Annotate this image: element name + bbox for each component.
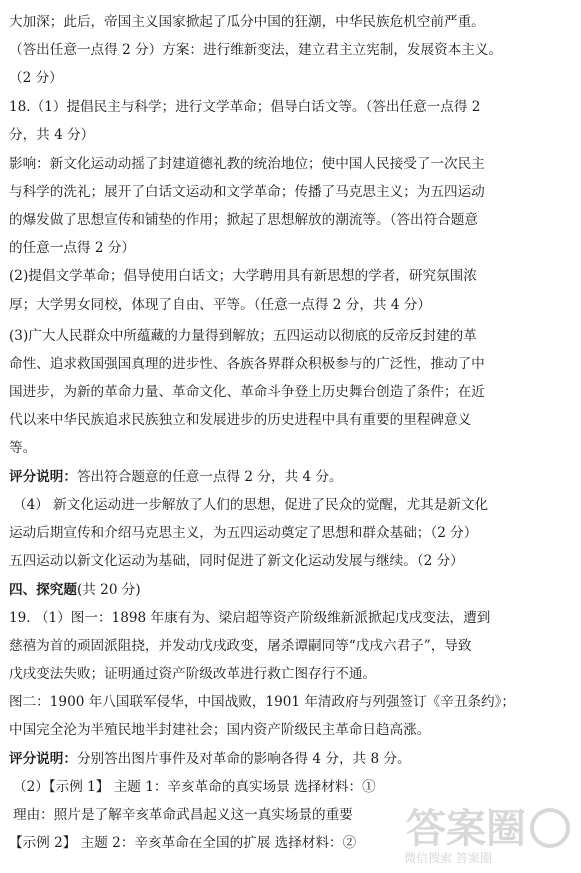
text-line: 五四运动以新文化运动为基础，同时促进了新文化运动发展与继续。（2 分） bbox=[9, 553, 464, 569]
text-line: 等。 bbox=[9, 440, 37, 456]
text-line: 命性、追求救国强国真理的进步性、各族各界群众积极参与的广泛性，推动了中 bbox=[9, 356, 485, 372]
text-line: 大加深；此后，帝国主义国家掀起了瓜分中国的狂潮，中华民族危机空前严重。 bbox=[9, 14, 485, 30]
section-title bbox=[9, 580, 575, 600]
text-line: (2)提倡文学革命；倡导使用白话文；大学聘用具有新思想的学者，研究氛围浓 bbox=[9, 268, 477, 284]
grading-note-label: 评分说明： bbox=[9, 751, 77, 767]
text-line: 【示例 2】 主题 2：辛亥革命在全国的扩展 选择材料：② bbox=[9, 835, 357, 851]
text-line: （2 分） bbox=[9, 70, 63, 86]
watermark-text: 答案圈 bbox=[406, 806, 526, 852]
text-line: 19. （1）图一：1898 年康有为、梁启超等资产阶级维新派掀起戊戌变法，遭到 bbox=[9, 610, 491, 626]
watermark-subtext: 微信搜索 答案圈 bbox=[404, 851, 492, 865]
text-line: 图二：1900 年八国联军侵华，中国战败，1901 年清政府与列强签订《辛丑条约》； bbox=[9, 694, 516, 710]
text-line: 的爆发做了思想宣传和铺垫的作用；掀起了思想解放的潮流等。（答出符合题意 bbox=[9, 212, 478, 228]
text-line: （4） 新文化运动进一步解放了人们的思想，促进了民众的觉醒，尤其是新文化 bbox=[13, 497, 489, 513]
text-line: 18.（1）提倡民主与科学；进行文学革命；倡导白话文等。（答出任意一点得 2 bbox=[9, 99, 481, 115]
grading-note-text: 分别答出图片事件及对革命的影响各得 4 分，共 8 分。 bbox=[76, 751, 411, 767]
text-line: （答出任意一点得 2 分）方案：进行维新变法，建立君主立宪制，发展资本主义。 bbox=[9, 42, 503, 58]
grading-note bbox=[9, 467, 575, 487]
text-line: 运动后期宣传和介绍马克思主义，为五四运动奠定了思想和群众基础；（2 分） bbox=[9, 525, 478, 541]
text-line: （2）【示例 1】 主题 1：辛亥革命的真实场景 选择材料：① bbox=[13, 779, 376, 795]
text-line: 慈禧为首的顽固派阻挠，并发动戊戌政变，屠杀谭嗣同等“戊戌六君子”，导致 bbox=[9, 638, 472, 654]
text-line: 分，共 4 分） bbox=[9, 127, 95, 143]
text-line: 代以来中华民族追求民族独立和发展进步的历史进程中具有重要的里程碑意义 bbox=[9, 412, 472, 428]
text-line: 与科学的洗礼；展开了白话文运动和文学革命；传播了马克思主义；为五四运动 bbox=[9, 184, 485, 200]
grading-note-text: 答出符合题意的任意一点得 2 分，共 4 分。 bbox=[76, 469, 343, 485]
section-title-points: (共 20 分) bbox=[76, 582, 141, 598]
text-line: 厚；大学男女同校，体现了自由、平等。（任意一点得 2 分，共 4 分） bbox=[9, 297, 431, 313]
grading-note-label: 评分说明： bbox=[9, 469, 77, 485]
text-line: 的任意一点得 2 分） bbox=[9, 240, 136, 256]
text-line: 中国完全沦为半殖民地半封建社会；国内资产阶级民主革命日趋高涨。 bbox=[9, 722, 431, 738]
text-line: 戊戌变法失败；证明通过资产阶级改革进行救亡图存行不通。 bbox=[9, 666, 377, 682]
text-line: 国进步，为新的革命力量、革命文化、革命斗争登上历史舞台创造了条件；在近 bbox=[9, 384, 485, 400]
text-line: 理由：照片是了解辛亥革命武昌起义这一真实场景的重要 bbox=[13, 807, 353, 823]
text-line: 影响：新文化运动动摇了封建道德礼教的统治地位；使中国人民接受了一次民主 bbox=[9, 156, 485, 172]
text-line: (3)广大人民群众中所蕴藏的力量得到解放；五四运动以彻底的反帝反封建的革 bbox=[9, 328, 477, 344]
grading-note bbox=[9, 749, 575, 769]
section-title-label: 四、探究题 bbox=[9, 582, 77, 598]
